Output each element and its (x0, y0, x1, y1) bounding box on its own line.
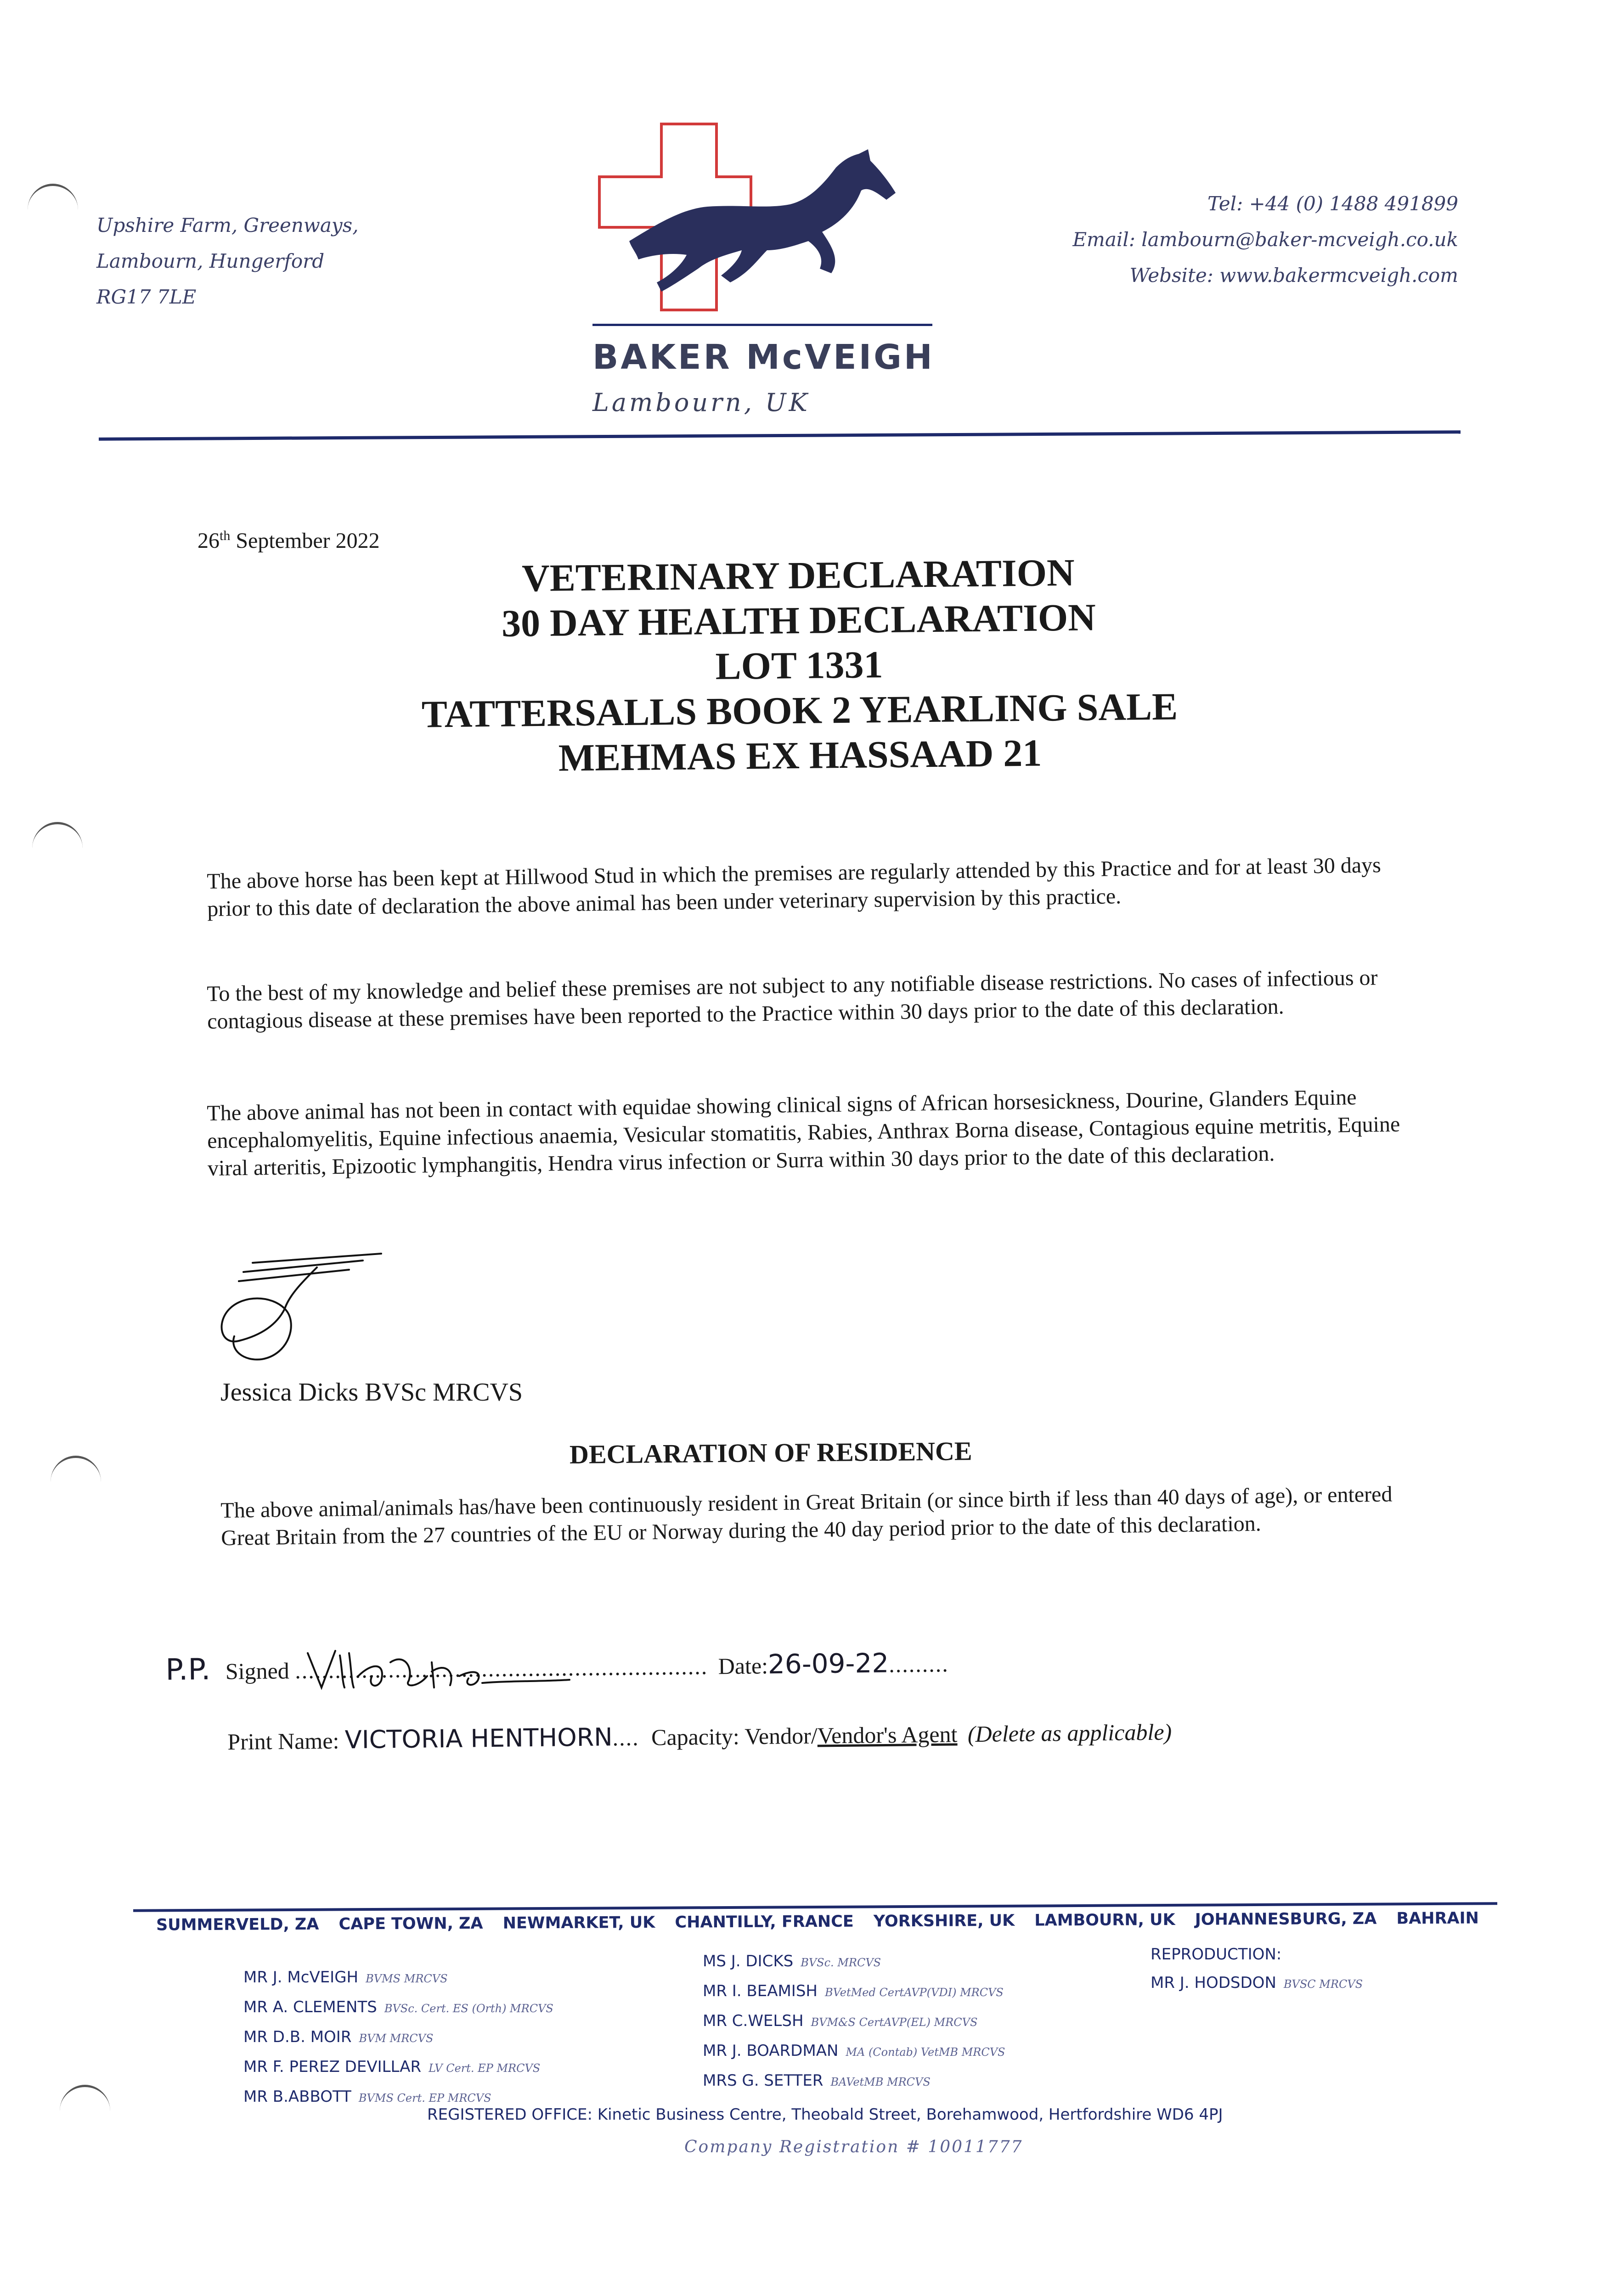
staff-entry (703, 1947, 1005, 1977)
company-contact (1072, 186, 1458, 293)
punch-hole-mark (60, 2085, 110, 2138)
address-line: RG17 7LE (96, 286, 197, 308)
staff-entry (1151, 1969, 1363, 1998)
title-line: LOT 1331 (715, 643, 883, 688)
location-item: YORKSHIRE, UK (873, 1911, 1015, 1931)
date-label: Date: (718, 1653, 768, 1679)
staff-entry (703, 1977, 1005, 2007)
print-name-value: VICTORIA HENTHORN (344, 1722, 613, 1755)
document-date (197, 528, 380, 553)
location-item: JOHANNESBURG, ZA (1195, 1909, 1377, 1929)
paragraph-supervision: The above horse has been kept at Hillwood Stud in which the premises are regularly attended by this Practice and for at least 30 days prior to this date of declaration the above animal has been under veterinary supervision by this practice. (207, 853, 1382, 921)
title-line: TATTERSALLS BOOK 2 YEARLING SALE (421, 685, 1178, 736)
capacity-note: (Delete as applicable) (967, 1719, 1172, 1747)
staff-entry (243, 1963, 553, 1993)
staff-qualification: BVSc. Cert. ES (Orth) MRCVS (384, 2002, 553, 2015)
punch-hole-mark (28, 184, 78, 236)
header-divider (99, 430, 1461, 441)
staff-entry (703, 2066, 1005, 2096)
vet-signature (211, 1244, 404, 1382)
print-name-dotted-line: .... (612, 1724, 639, 1751)
title-line: VETERINARY DECLARATION (521, 551, 1075, 600)
title-line: MEHMAS EX HASSAAD 21 (558, 732, 1042, 780)
staff-reproduction (1151, 1940, 1363, 1998)
staff-name: MR J. BOARDMAN (703, 2042, 839, 2060)
staff-name: MR A. CLEMENTS (243, 1998, 377, 2016)
staff-name: MR D.B. MOIR (243, 2028, 352, 2046)
contact-email: Email: lambourn@baker-mcveigh.co.uk (1072, 228, 1458, 251)
staff-entry (703, 2007, 1005, 2037)
punch-hole-mark (51, 1456, 101, 1508)
punch-hole-mark (32, 822, 83, 875)
vendor-signature (303, 1644, 579, 1694)
residence-title: DECLARATION OF RESIDENCE (569, 1436, 972, 1469)
date-dotted-line: ......... (888, 1651, 949, 1677)
residence-text: The above animal/animals has/have been continuously resident in Great Britain (or since birth if less than 40 days of age), or entered Great Britain from the 27 countries of the EU or Norway during the 40 day period prior to the date of this declaration. (220, 1482, 1393, 1550)
signed-dotted-line: .............................................................. (294, 1653, 708, 1684)
staff-qualification: BAVetMB MRCVS (830, 2076, 931, 2088)
staff-qualification: BVSC MRCVS (1283, 1978, 1363, 1991)
staff-name: MR I. BEAMISH (703, 1982, 818, 2000)
print-name-line (227, 1716, 1172, 1756)
company-address (96, 208, 359, 315)
staff-column-1 (243, 1963, 553, 2112)
staff-qualification: BVetMed CertAVP(VDI) MRCVS (825, 1986, 1004, 1999)
location-item: BAHRAIN (1396, 1909, 1479, 1928)
staff-qualification: BVSc. MRCVS (801, 1956, 881, 1969)
location-item: SUMMERVELD, ZA (156, 1915, 319, 1935)
address-line: Upshire Farm, Greenways, (96, 214, 359, 236)
office-locations (156, 1909, 1479, 1934)
location-item: CHANTILLY, FRANCE (675, 1912, 854, 1932)
staff-name: MRS G. SETTER (703, 2071, 824, 2090)
staff-qualification: BVM&S CertAVP(EL) MRCVS (811, 2016, 978, 2029)
declaration-titles (293, 548, 1305, 783)
pp-mark: P.P. (165, 1652, 211, 1687)
date-suffix: th (220, 528, 231, 543)
brand-location: Lambourn, UK (592, 388, 810, 417)
staff-name: MS J. DICKS (703, 1952, 794, 1970)
staff-qualification: MA (Contab) VetMB MRCVS (846, 2046, 1005, 2059)
paragraph-disease-restrictions: To the best of my knowledge and belief these premises are not subject to any notifiable disease restrictions. No cases of infectious or contagious disease at these premises have been reported to the Practice within 30 days prior to the date of this declaration. (207, 965, 1378, 1034)
staff-name: MR J. McVEIGH (243, 1968, 359, 1986)
capacity-label: Capacity: Vendor/ (651, 1722, 818, 1750)
contact-phone: Tel: +44 (0) 1488 491899 (1207, 192, 1458, 215)
date-month-year: September 2022 (230, 529, 380, 553)
print-name-label: Print Name: (227, 1728, 339, 1755)
brand-name: BAKER McVEIGH (592, 338, 935, 377)
date-value: 26-09-22 (767, 1647, 889, 1680)
staff-qualification: BVMS MRCVS (366, 1972, 448, 1985)
staff-qualification: BVM MRCVS (359, 2032, 434, 2045)
reproduction-label: REPRODUCTION: (1151, 1945, 1282, 1964)
vet-name: Jessica Dicks BVSc MRCVS (220, 1378, 523, 1407)
location-item: CAPE TOWN, ZA (338, 1914, 483, 1934)
staff-qualification: LV Cert. EP MRCVS (429, 2062, 541, 2075)
staff-entry (703, 2037, 1005, 2066)
company-registration: Company Registration # 10011777 (684, 2138, 1023, 2156)
location-item: NEWMARKET, UK (502, 1913, 655, 1933)
staff-entry (243, 2023, 553, 2053)
staff-name: MR B.ABBOTT (243, 2088, 351, 2106)
registered-office: REGISTERED OFFICE: Kinetic Business Centre, Theobald Street, Borehamwood, Hertfordshire WD6 4PJ (427, 2105, 1223, 2124)
staff-name: MR J. HODSDON (1151, 1974, 1276, 1992)
logo-underline (592, 324, 932, 326)
baker-mcveigh-logo (592, 117, 942, 338)
staff-entry (243, 2053, 553, 2082)
title-line: 30 DAY HEALTH DECLARATION (501, 596, 1096, 645)
address-line: Lambourn, Hungerford (96, 250, 325, 272)
signed-label: Signed (225, 1658, 290, 1684)
capacity-selected: Vendor's Agent (817, 1721, 958, 1749)
galloping-horse-icon (629, 149, 896, 292)
staff-name: MR F. PEREZ DEVILLAR (243, 2058, 422, 2076)
contact-website: Website: www.bakermcveigh.com (1129, 264, 1458, 287)
location-item: LAMBOURN, UK (1034, 1910, 1175, 1930)
date-day: 26 (197, 529, 220, 553)
paragraph-contact-equidae: The above animal has not been in contact with equidae showing clinical signs of African horsesickness, Dourine, Glanders Equine encephalomyelitis, Equine infectious anaemia, Vesicular stomatitis, Rabies, Anthrax Borna disease, Contagious equine metritis, Equine viral arteritis, Epizootic lymphangitis, Hendra virus infection or Surra within 30 days prior to the date of this declaration. (207, 1085, 1400, 1181)
staff-name: MR C.WELSH (703, 2012, 804, 2030)
staff-column-2 (703, 1947, 1005, 2096)
staff-entry (243, 1993, 553, 2023)
staff-qualification: BVMS Cert. EP MRCVS (358, 2092, 491, 2105)
